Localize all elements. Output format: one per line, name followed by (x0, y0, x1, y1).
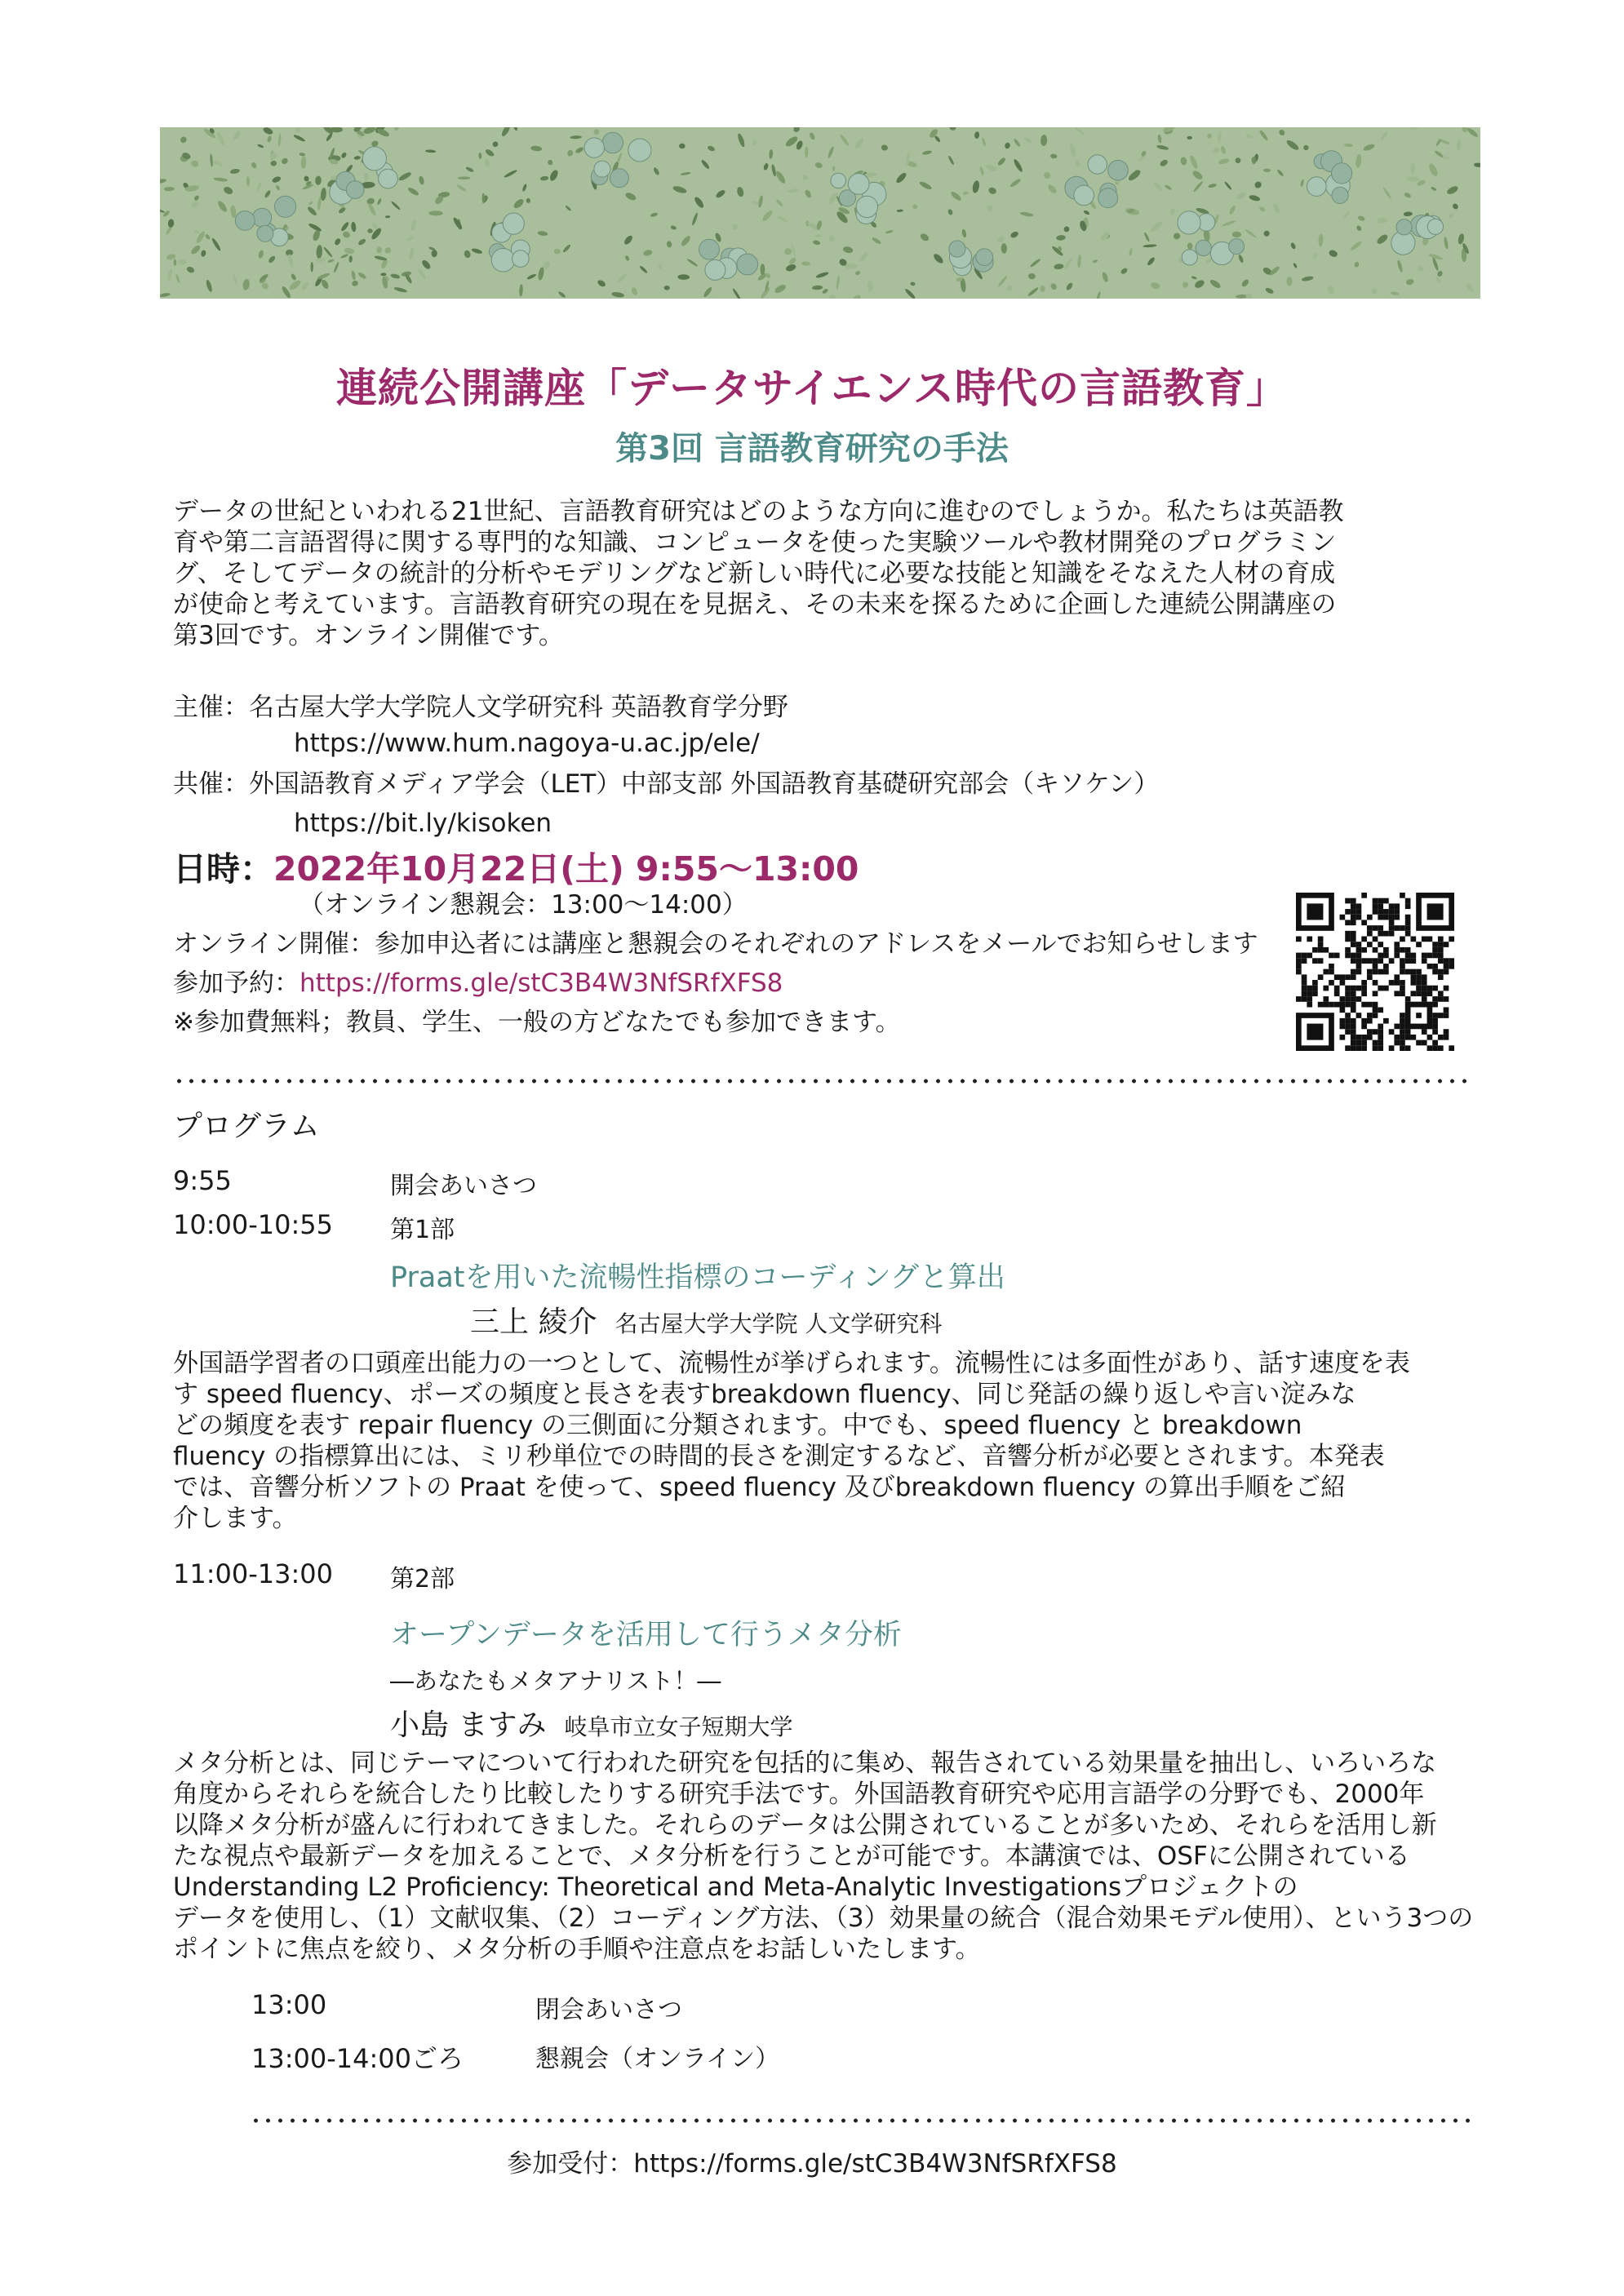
part1-abstract-line: 介します。 (173, 1504, 298, 1533)
part2-abstract-line: データを使用し、（1）文献収集、（2）コーディング方法、（3）効果量の統合（混合効果モデル使用）、という3つの (173, 1904, 1474, 1933)
speaker-name: 三上 綾介 (470, 1305, 597, 1339)
part2-abstract-line: たな視点や最新データを加えることで、メタ分析を行うことが可能です。本講演では、OSFに公開されている (173, 1842, 1410, 1871)
party-time: 13:00-14:00ごろ (251, 2043, 464, 2074)
part2-label: 第2部 (390, 1565, 455, 1593)
cohost-url-link[interactable]: https://bit.ly/kisoken (294, 809, 552, 838)
page-subtitle: 第3回 言語教育研究の手法 (615, 430, 1009, 468)
part2-abstract-line: メタ分析とは、同じテーマについて行われた研究を包括的に集め、報告されている効果量を抽出し、いろいろな (173, 1749, 1437, 1778)
part1-abstract-line: どの頻度を表す repair fluency の三側面に分類されます。中でも、speed fluency と breakdown (173, 1411, 1302, 1440)
part2-title: オープンデータを活用して行うメタ分析 (390, 1619, 902, 1651)
event-date (173, 842, 859, 890)
reservation (173, 968, 783, 999)
part2-abstract-line: 以降メタ分析が盛んに行われてきました。それらのデータは公開されていることが多いため、それらを活用し新 (173, 1811, 1437, 1840)
part2-abstract-line: 角度からそれらを統合したり比較したりする研究手法です。外国語教育研究や応用言語学の分野でも、2000年 (173, 1780, 1425, 1809)
part1-abstract-line: fluency の指標算出には、ミリ秒単位での時間的長さを測定するなど、音響分析が必要とされます。本発表 (173, 1442, 1385, 1471)
intro-line: 第3回です。オンライン開催です。 (173, 621, 564, 650)
divider-dotted (250, 2118, 1471, 2123)
part2-abstract-line: Understanding L2 Proficiency: Theoretical and Meta-Analytic Investigationsプロジェクトの (173, 1873, 1298, 1902)
part1-speaker (470, 1299, 942, 1341)
divider-dotted (173, 1079, 1471, 1084)
online-note: オンライン開催：参加申込者には講座と懇親会のそれぞれのアドレスをメールでお知らせします (173, 929, 1258, 959)
party-label: 懇親会（オンライン） (535, 2045, 780, 2073)
speaker-affiliation: 岐阜市立女子短期大学 (564, 1713, 793, 1740)
speaker-affiliation: 名古屋大学大学院 人文学研究科 (615, 1310, 943, 1337)
page-title: 連続公開講座「データサイエンス時代の言語教育」 (336, 365, 1288, 412)
reservation-link[interactable]: https://forms.gle/stC3B4W3NfSRfXFS8 (300, 968, 783, 998)
host-organizer: 主催：名古屋大学大学院人文学研究科 英語教育学分野 (173, 693, 788, 722)
part2-speaker (390, 1702, 792, 1744)
closing-label: 閉会あいさつ (535, 1996, 682, 2024)
part1-abstract-line: では、音響分析ソフトの Praat を使って、speed fluency 及びbreakdown fluency の算出手順をご紹 (173, 1473, 1347, 1502)
part2-subtitle: ―あなたもメタアナリスト！― (390, 1667, 721, 1695)
part1-time: 10:00-10:55 (173, 1209, 333, 1240)
host-url-link[interactable]: https://www.hum.nagoya-u.ac.jp/ele/ (294, 729, 760, 758)
date-label: 日時： (173, 849, 273, 889)
qr-code[interactable] (1296, 893, 1454, 1051)
speaker-name: 小島 ますみ (390, 1709, 547, 1742)
intro-line: データの世紀といわれる21世紀、言語教育研究はどのような方向に進むのでしょうか。私たちは英語教 (173, 497, 1344, 526)
intro-line: 育や第二言語習得に関する専門的な知識、コンピュータを使った実験ツールや教材開発のプログラミン (173, 528, 1337, 557)
closing-time: 13:00 (251, 1989, 327, 2020)
footer-registration[interactable]: 参加受付：https://forms.gle/stC3B4W3NfSRfXFS8 (507, 2149, 1117, 2179)
opening-time: 9:55 (173, 1165, 232, 1196)
header-banner-photo (160, 127, 1480, 299)
cohost-organizer: 共催：外国語教育メディア学会（LET）中部支部 外国語教育基礎研究部会（キソケン） (173, 769, 1160, 799)
date-value: 2022年10月22日(土) 9:55～13:00 (273, 849, 859, 889)
fee-note: ※参加費無料；教員、学生、一般の方どなたでも参加できます。 (173, 1008, 901, 1037)
intro-line: が使命と考えています。言語教育研究の現在を見据え、その未来を探るために企画した連続公開講座の (173, 590, 1337, 619)
part1-title: Praatを用いた流暢性指標のコーディングと算出 (390, 1261, 1005, 1294)
part1-abstract-line: 外国語学習者の口頭産出能力の一つとして、流暢性が挙げられます。流暢性には多面性があり、話す速度を表 (173, 1349, 1410, 1378)
part2-abstract-line: ポイントに焦点を絞り、メタ分析の手順や注意点をお話しいたします。 (173, 1935, 981, 1964)
part1-label: 第1部 (390, 1216, 455, 1244)
program-heading: プログラム (173, 1110, 320, 1143)
part1-abstract-line: す speed fluency、ポーズの頻度と長さを表すbreakdown fluency、同じ発話の繰り返しや言い淀みな (173, 1380, 1356, 1409)
opening-label: 開会あいさつ (390, 1172, 537, 1200)
intro-line: グ、そしてデータの統計的分析やモデリングなど新しい時代に必要な技能と知識をそなえた人材の育成 (173, 559, 1336, 588)
part2-time: 11:00-13:00 (173, 1558, 333, 1589)
reservation-label: 参加予約： (173, 968, 300, 998)
social-time: （オンライン懇親会：13:00～14:00） (299, 890, 748, 920)
